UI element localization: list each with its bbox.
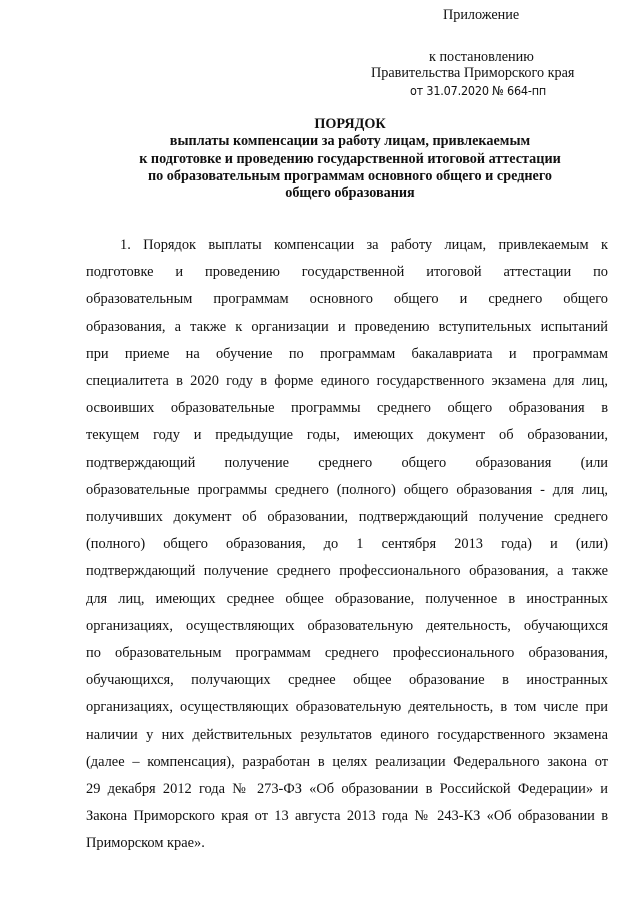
government-name: Правительства Приморского края — [371, 65, 575, 81]
body-line: получивших документ об образовании, подтверждающий получение среднего — [86, 509, 608, 525]
body-line: текущем году и предыдущие годы, имеющих документ об образовании, — [86, 427, 608, 444]
body-line: подтверждающий получение среднего общего образования (или — [86, 454, 608, 471]
title-line: по образовательным программам основного общего и среднего — [147, 167, 553, 184]
body-line: Закона Приморского края от 13 августа 2013 года № 243-КЗ «Об образовании в — [86, 808, 608, 825]
body-line: подтверждающий получение среднего профессионального образования, а также — [86, 563, 608, 580]
document-title — [70, 116, 630, 202]
body-line: освоивших образовательные программы среднего общего образования в — [86, 400, 608, 417]
body-line: образовательные программы среднего (полного) общего образования - для лиц, — [86, 481, 608, 498]
title-line: ПОРЯДОК — [314, 116, 386, 132]
body-line: специалитета в 2020 году в форме единого государственного экзамена для лиц, — [86, 373, 608, 389]
body-line: (полного) общего образования, до 1 сентября 2013 года) и (или) — [86, 536, 608, 553]
appendix-to: к постановлению — [429, 49, 534, 65]
body-line: организациях, осуществляющих образовательную деятельность, в том числе при — [86, 699, 608, 716]
title-line: общего образования — [285, 185, 415, 202]
body-line: наличии у них действительных результатов единого государственного экзамена — [86, 726, 608, 743]
body-line: по образовательным программам среднего профессионального образования, — [86, 645, 608, 661]
title-line: выплаты компенсации за работу лицам, привлекаемым — [169, 133, 531, 150]
body-line: образования, а также к организации и проведению вступительных испытаний — [86, 318, 608, 335]
body-line: 29 декабря 2012 года № 273-ФЗ «Об образовании в Российской Федерации» и — [86, 781, 608, 797]
decree-reference: от 31.07.2020 № 664-пп — [410, 83, 547, 98]
body-line: Приморском крае». — [86, 835, 205, 852]
body-line: подготовке и проведению государственной итоговой аттестации по — [86, 264, 608, 281]
body-line: (далее – компенсация), разработан в целях реализации Федерального закона от — [86, 753, 608, 770]
body-line: 1. Порядок выплаты компенсации за работу лицам, привлекаемым к — [120, 237, 608, 253]
body-line: организациях, осуществляющих образовательную деятельность, обучающихся — [86, 617, 608, 634]
title-line: к подготовке и проведению государственной итоговой аттестации — [139, 150, 561, 167]
body-line: при приеме на обучение по программам бакалавриата и программам — [86, 345, 608, 362]
body-line: для лиц, имеющих среднее общее образование, полученное в иностранных — [86, 590, 608, 607]
body-line: образовательным программам основного общего и среднего общего — [86, 291, 608, 308]
body-line: обучающихся, получающих среднее общее образование в иностранных — [86, 672, 608, 689]
appendix-label: Приложение — [443, 7, 520, 23]
